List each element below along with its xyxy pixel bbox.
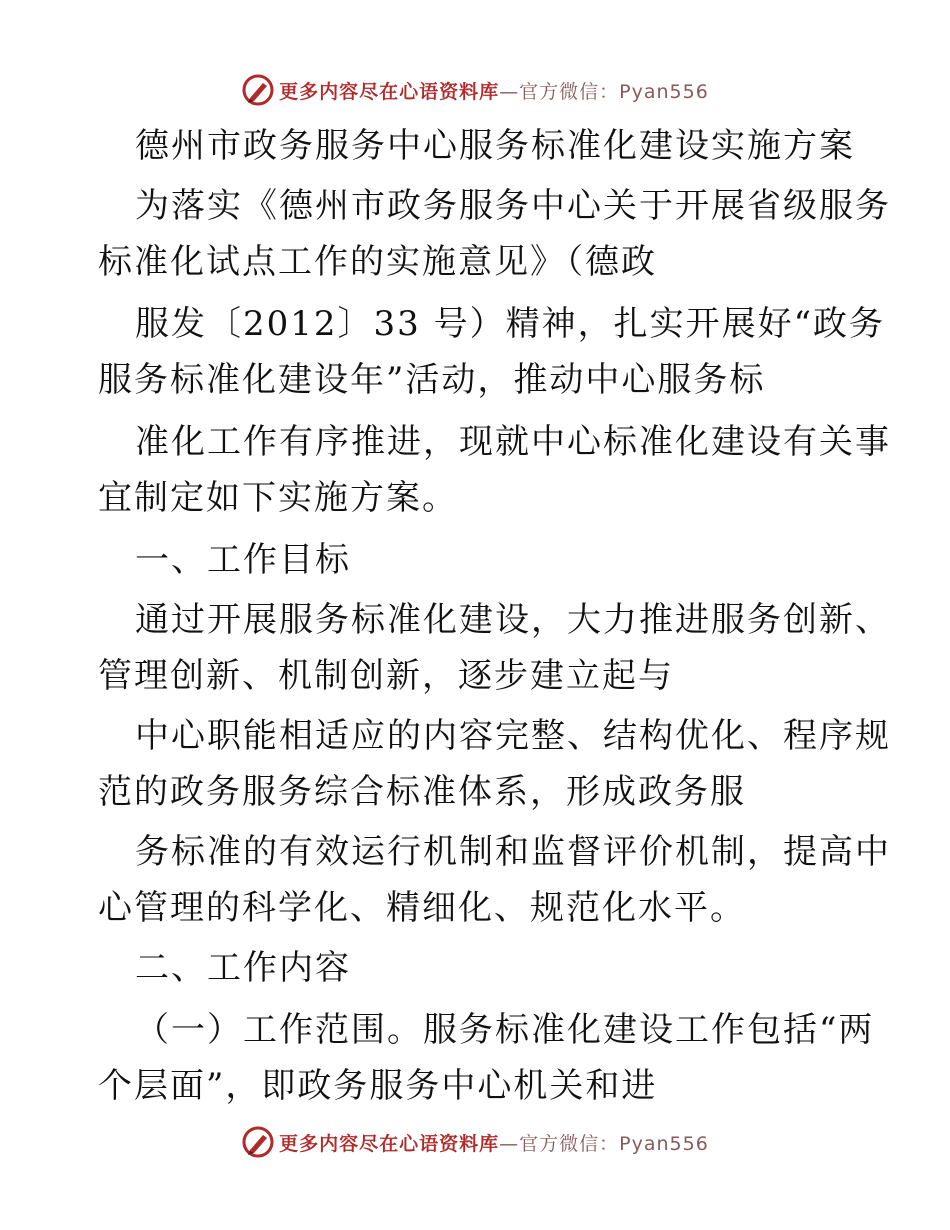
paragraph-line: 通过开展服务标准化建设，大力推进服务创新、 (135, 600, 891, 640)
paragraph-line: 管理创新、机制创新，逐步建立起与 (98, 656, 674, 696)
section-heading: 二、工作内容 (135, 948, 351, 988)
paragraph-line: 范的政务服务综合标准体系，形成政务服 (98, 772, 746, 812)
paragraph-line: 心管理的科学化、精细化、规范化水平。 (98, 888, 746, 928)
paragraph-line: 个层面”，即政务服务中心机关和进 (98, 1066, 658, 1106)
pen-logo-icon (241, 1125, 275, 1159)
pen-logo-icon (241, 73, 275, 107)
paragraph-line: 务标准的有效运行机制和监督评价机制，提高中 (135, 832, 891, 872)
watermark-contact: —官方微信：Pyan556 (499, 80, 709, 103)
section-heading: 一、工作目标 (135, 540, 351, 580)
paragraph-line: 为落实《德州市政务服务中心关于开展省级服务 (135, 186, 891, 226)
header-watermark (0, 70, 950, 110)
watermark-contact: —官方微信：Pyan556 (499, 1132, 709, 1155)
watermark-title: 更多内容尽在心语资料库 (279, 80, 500, 103)
paragraph-line: 服务标准化建设年”活动，推动中心服务标 (98, 360, 766, 400)
watermark-title: 更多内容尽在心语资料库 (279, 1132, 500, 1155)
paragraph-line: 准化工作有序推进，现就中心标准化建设有关事 (135, 422, 891, 462)
document-title: 德州市政务服务中心服务标准化建设实施方案 (135, 126, 855, 166)
footer-watermark (0, 1122, 950, 1162)
paragraph-line: 宜制定如下实施方案。 (98, 478, 458, 518)
paragraph-line: 标准化试点工作的实施意见》（德政 (98, 242, 657, 282)
paragraph-line: 服发〔2012〕33 号）精神，扎实开展好“政务 (135, 304, 885, 344)
paragraph-line: 中心职能相适应的内容完整、结构优化、程序规 (135, 716, 891, 756)
paragraph-line: （一）工作范围。服务标准化建设工作包括“两 (135, 1010, 875, 1050)
